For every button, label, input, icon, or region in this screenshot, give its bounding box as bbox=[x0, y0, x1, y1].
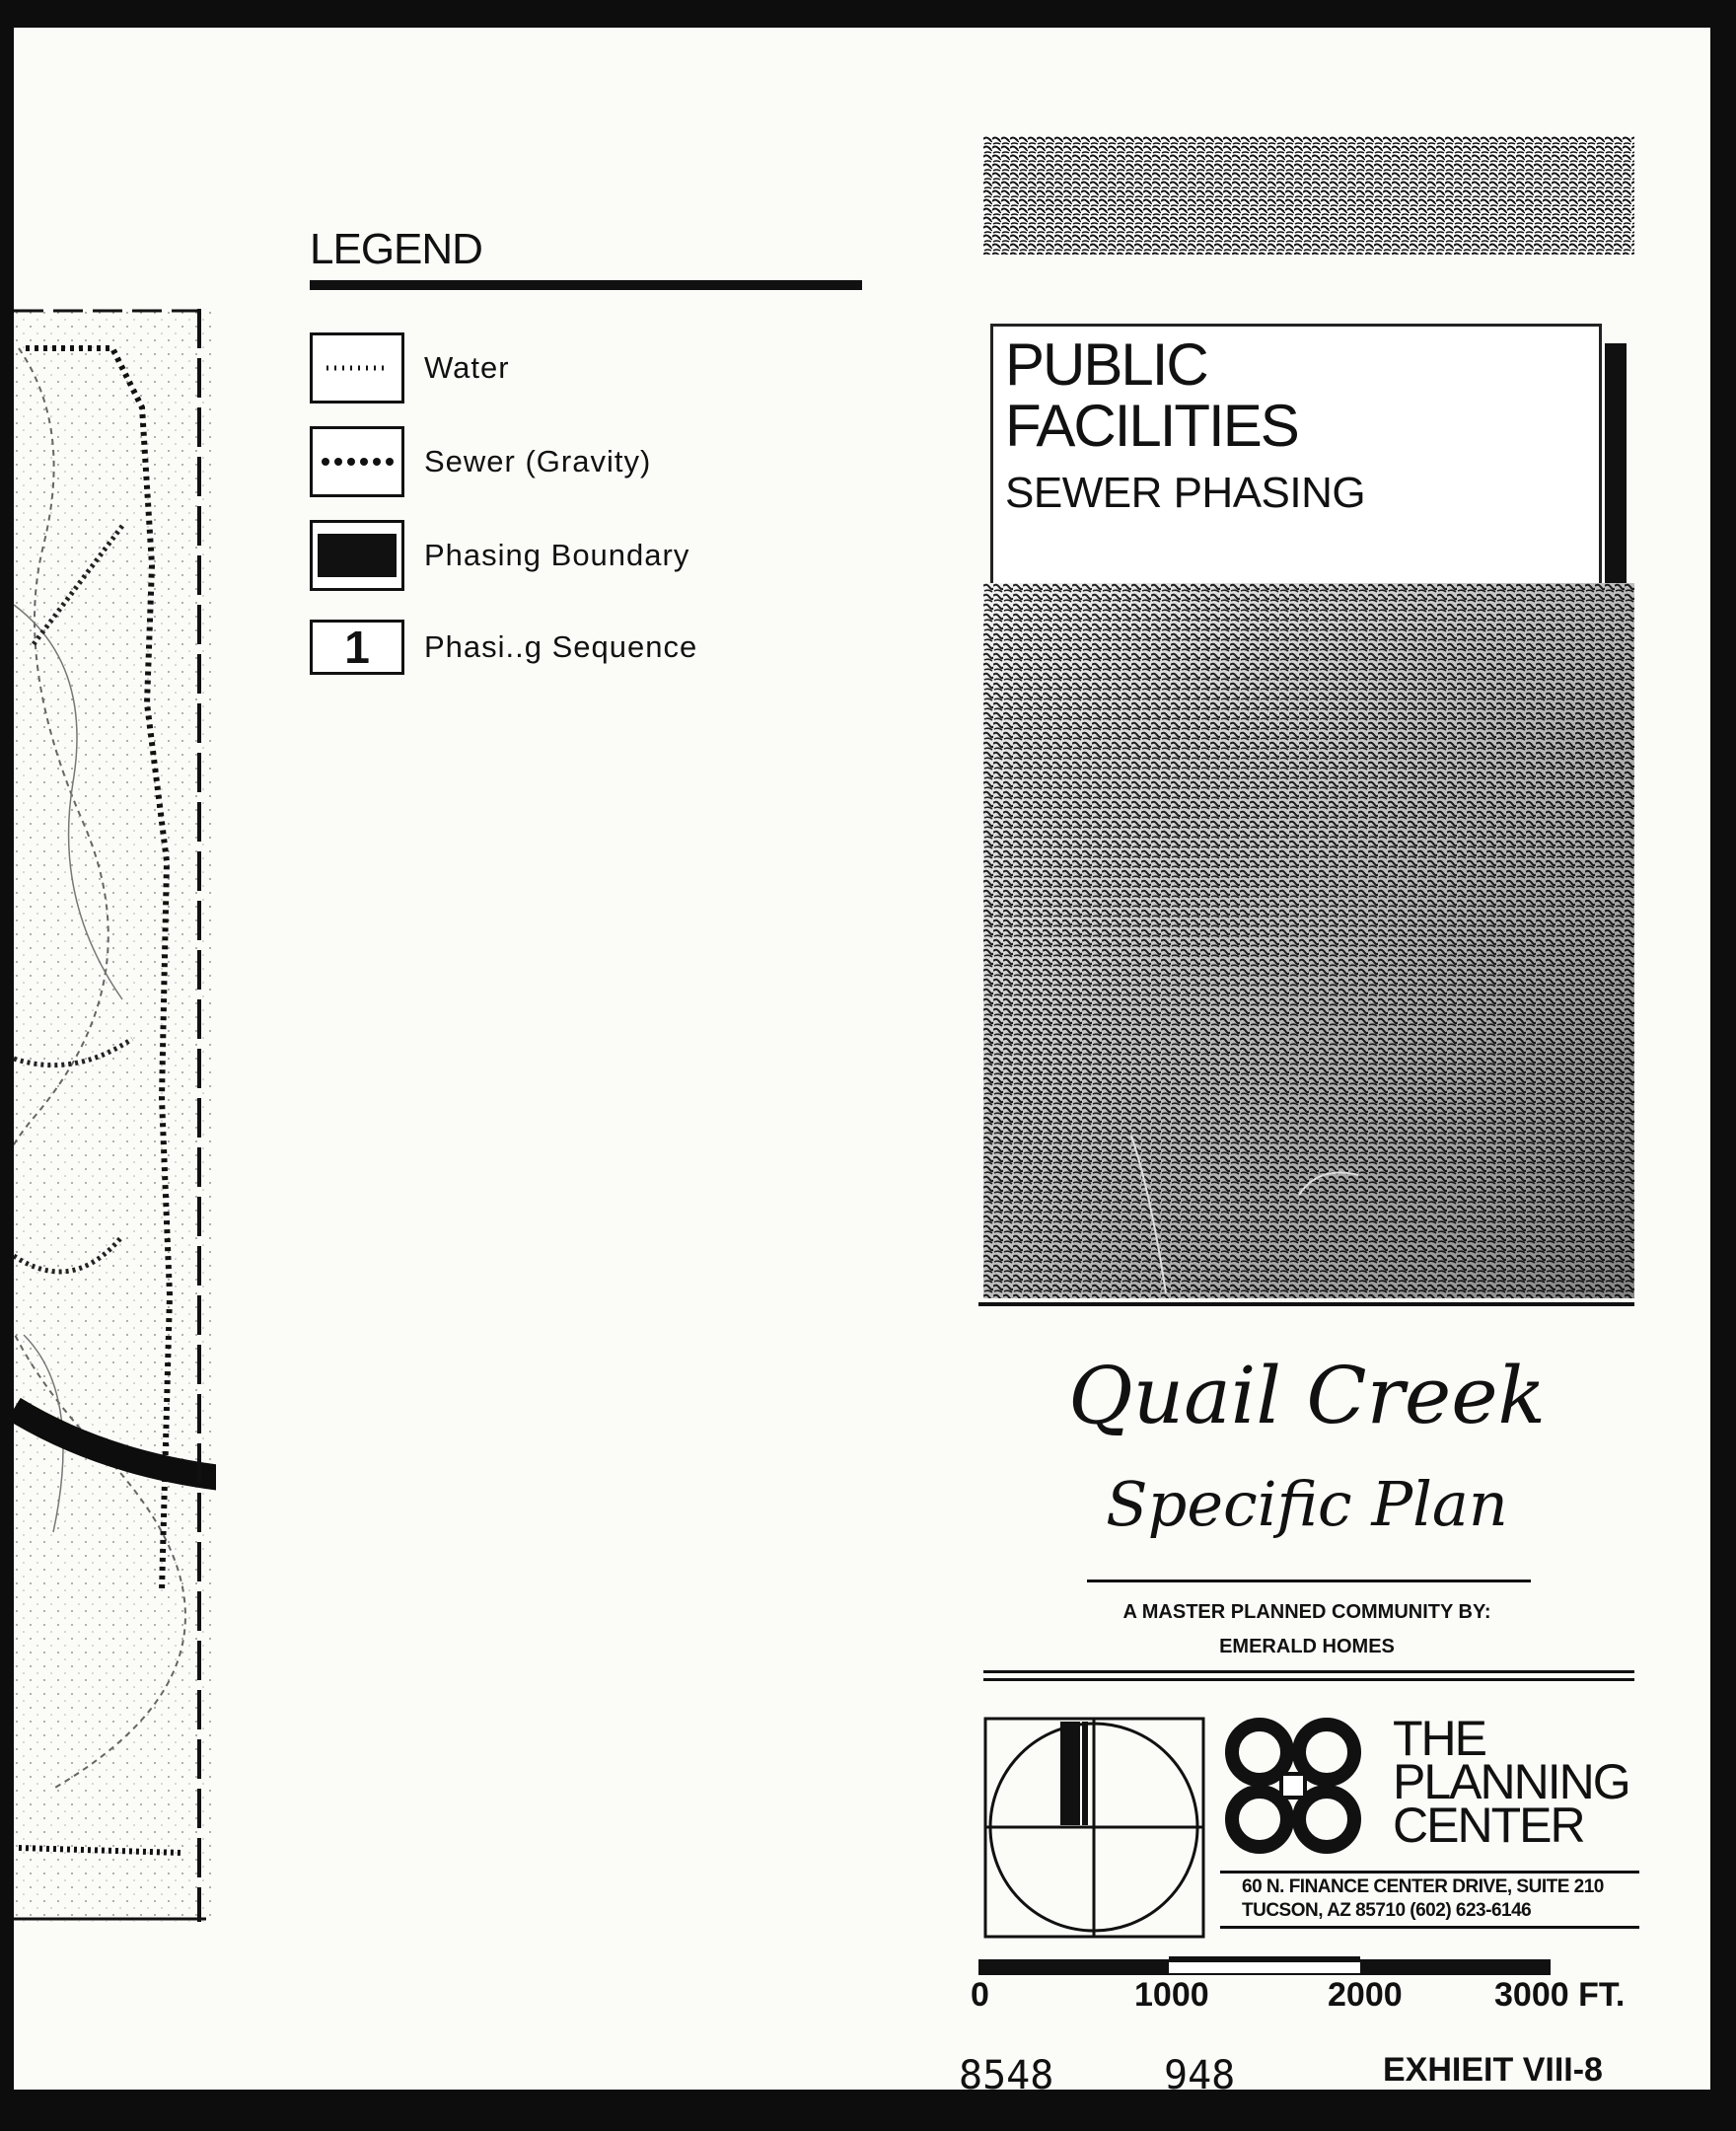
legend-label: Phasing Boundary bbox=[424, 538, 690, 572]
scale-label: 0 bbox=[971, 1976, 989, 2014]
document-number: 948 bbox=[1164, 2053, 1236, 2098]
planning-center-logo-mark bbox=[983, 1717, 1205, 1939]
scale-label: 1000 bbox=[1134, 1976, 1209, 2014]
legend-item-phasing-boundary bbox=[310, 516, 689, 595]
solid-bar-icon bbox=[310, 520, 404, 591]
document-number: 8548 bbox=[959, 2053, 1054, 2098]
divider bbox=[1220, 1871, 1639, 1874]
legend-label: Water bbox=[424, 350, 510, 385]
legend-item-sewer bbox=[310, 422, 651, 501]
legend-item-water bbox=[310, 329, 510, 407]
divider bbox=[1220, 1926, 1639, 1929]
bead-line-icon bbox=[310, 426, 404, 497]
divider bbox=[983, 1678, 1634, 1681]
project-subtitle: Specific Plan bbox=[1106, 1468, 1508, 1540]
scale-bar bbox=[978, 1956, 1551, 1978]
legend-label: Sewer (Gravity) bbox=[424, 444, 652, 478]
halftone-panel bbox=[983, 583, 1634, 1298]
title-box-shadow bbox=[1605, 343, 1627, 610]
firm-address-line: TUCSON, AZ 85710 (602) 623-6146 bbox=[1242, 1900, 1532, 1921]
exhibit-label: EXHIEIT VIII-8 bbox=[1383, 2051, 1603, 2089]
divider bbox=[978, 1302, 1634, 1306]
map-drawing bbox=[14, 309, 216, 1922]
title-box bbox=[990, 324, 1602, 588]
sequence-number-box: 1 bbox=[310, 620, 404, 675]
developer-name: EMERALD HOMES bbox=[1219, 1636, 1395, 1657]
map-sheet bbox=[14, 28, 1710, 2098]
title-subline: SEWER PHASING bbox=[1005, 469, 1366, 517]
tagline: A MASTER PLANNED COMMUNITY BY: bbox=[1122, 1601, 1491, 1623]
project-name: Quail Creek bbox=[1067, 1350, 1547, 1441]
halftone-band bbox=[983, 136, 1634, 255]
legend bbox=[310, 225, 882, 673]
legend-title: LEGEND bbox=[310, 225, 862, 290]
divider bbox=[983, 1670, 1634, 1673]
scale-label: 2000 bbox=[1328, 1976, 1403, 2014]
title-line: FACILITIES bbox=[1005, 393, 1298, 459]
firm-address-line: 60 N. FINANCE CENTER DRIVE, SUITE 210 bbox=[1242, 1876, 1604, 1897]
map-fragment bbox=[14, 309, 216, 1922]
divider bbox=[1087, 1580, 1531, 1582]
legend-label: Phasi..g Sequence bbox=[424, 629, 698, 664]
knot-emblem-icon bbox=[1222, 1717, 1365, 1855]
firm-name: THE PLANNING CENTER bbox=[1393, 1711, 1629, 1853]
scale-label: 3000 FT. bbox=[1494, 1976, 1626, 2014]
title-line: PUBLIC bbox=[1005, 331, 1207, 398]
firm-block bbox=[983, 1711, 1639, 1944]
legend-item-phasing-sequence bbox=[310, 608, 697, 687]
dotted-line-icon bbox=[310, 332, 404, 404]
